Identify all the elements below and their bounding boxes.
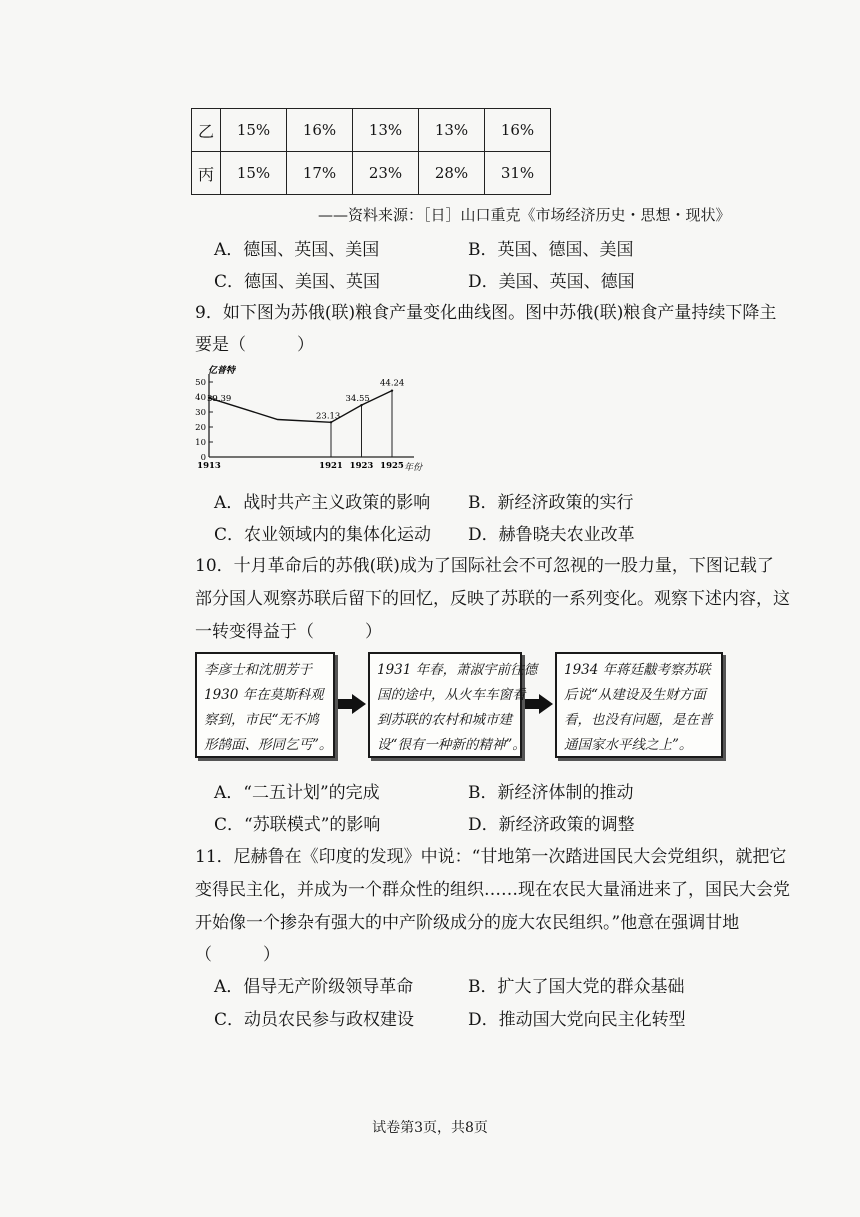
row-label: 丙 [192,152,221,195]
y-tick-label: 50 [195,378,206,388]
q10-option-a[interactable]: A．“二五计划”的完成 [214,783,380,803]
y-tick-label: 20 [195,423,206,433]
q11-stem-line1: 11．尼赫鲁在《印度的发现》中说：“甘地第一次踏进国民大会党组织，就把它 [195,847,787,867]
flow-box-line: 到苏联的农村和城市建 [377,712,512,728]
table-row [192,109,551,152]
q8-option-c[interactable]: C．德国、美国、英国 [214,272,381,292]
data-point [330,421,332,423]
data-point [360,404,362,406]
table-cell: 28% [419,152,485,195]
table-cell: 15% [221,152,287,195]
page-footer: 试卷第3页，共8页 [372,1120,488,1136]
q8-option-d[interactable]: D．美国、英国、德国 [468,272,635,292]
flow-box-line: 1931 年春，萧淑宇前往德 [377,662,538,678]
x-tick-label: 1925 [380,461,404,471]
table-cell: 13% [353,109,419,152]
flow-box-line: 形鹄面、形同乞丐”。 [204,737,333,753]
q11-option-a[interactable]: A．倡导无产阶级领导革命 [214,977,414,997]
q10-stem-line2: 部分国人观察苏联后留下的回忆，反映了苏联的一系列变化。观察下述内容，这 [195,589,790,609]
table-cell: 31% [485,152,551,195]
q9-option-d[interactable]: D．赫鲁晓夫农业改革 [468,525,635,545]
y-tick-label: 0 [200,453,206,463]
table-row [192,152,551,195]
flow-box-1 [195,652,335,758]
flow-box-line: 1934 年蒋廷黻考察苏联 [564,662,711,678]
flow-box-2 [368,652,538,758]
flow-box-line: 后说“从建设及生财方面 [564,687,706,703]
data-label: 23.13 [316,411,341,422]
flow-box-line: 察到，市民“无不鸠 [204,712,319,728]
y-tick-label: 30 [195,408,206,418]
q9-option-c[interactable]: C．农业领域内的集体化运动 [214,525,432,545]
q11-option-b[interactable]: B．扩大了国大党的群众基础 [468,977,685,997]
q9-stem-line1: 9．如下图为苏俄(联)粮食产量变化曲线图。图中苏俄(联)粮食产量持续下降主 [195,303,777,323]
q11-option-d[interactable]: D．推动国大党向民主化转型 [468,1010,686,1030]
q11-stem-line4: （ ） [195,945,280,965]
q11-stem-line2: 变得民主化，并成为一个群众性的组织……现在农民大量涌进来了，国民大会党 [195,880,790,900]
q10-option-c[interactable]: C．“苏联模式”的影响 [214,815,381,835]
data-point [391,389,393,391]
right-arrow-icon [338,694,366,714]
q9-option-a[interactable]: A．战时共产主义政策的影响 [214,493,431,513]
q8-option-a[interactable]: A．德国、英国、美国 [214,240,380,260]
x-tick-label: 1923 [349,461,374,471]
table-cell: 16% [287,109,353,152]
flow-box-line: 设“很有一种新的精神”。 [377,737,526,753]
x-tick-label: 1921 [319,461,343,471]
table-cell: 17% [287,152,353,195]
table-cell: 16% [485,109,551,152]
q11-stem-line3: 开始像一个掺杂有强大的中产阶级成分的庞大农民组织。”他意在强调甘地 [195,913,740,933]
row-label: 乙 [192,109,221,152]
flow-box-line: 国的途中，从火车车窗看 [377,687,526,703]
table-cell: 23% [353,152,419,195]
table-source: ——资料来源：［日］山口重克《市场经济历史・思想・现状》 [318,206,731,224]
data-label: 39.39 [207,393,232,404]
grain-output-chart [192,360,442,476]
y-tick-label: 40 [195,393,206,403]
right-arrow-icon [525,694,553,714]
x-axis-label: 年份 [404,463,423,473]
flow-box-line: 1930 年在莫斯科观 [204,687,324,703]
q10-option-d[interactable]: D．新经济政策的调整 [468,815,635,835]
q11-option-c[interactable]: C．动员农民参与政权建设 [214,1010,415,1030]
q9-stem-line2: 要是（ ） [195,335,314,355]
flow-box-line: 李彦士和沈朋芳于 [204,662,312,678]
q10-stem-line3: 一转变得益于（ ） [195,622,382,642]
table-cell: 15% [221,109,287,152]
flow-box-line: 看，也没有问题，是在普 [564,712,713,728]
data-label: 44.24 [380,378,405,389]
flow-box-3 [555,652,723,758]
data-table [191,108,551,195]
y-axis-label: 亿普特 [208,366,236,376]
flow-box-line: 通国家水平线之上”。 [564,737,693,753]
table-cell: 13% [419,109,485,152]
q10-stem-line1: 10．十月革命后的苏俄(联)成为了国际社会不可忽视的一股力量，下图记载了 [195,556,774,576]
x-tick-label: 1913 [197,461,221,471]
q10-option-b[interactable]: B．新经济体制的推动 [468,783,634,803]
q8-option-b[interactable]: B．英国、德国、美国 [468,240,634,260]
data-label: 34.55 [345,394,370,405]
q9-option-b[interactable]: B．新经济政策的实行 [468,493,634,513]
y-tick-label: 10 [195,438,206,448]
